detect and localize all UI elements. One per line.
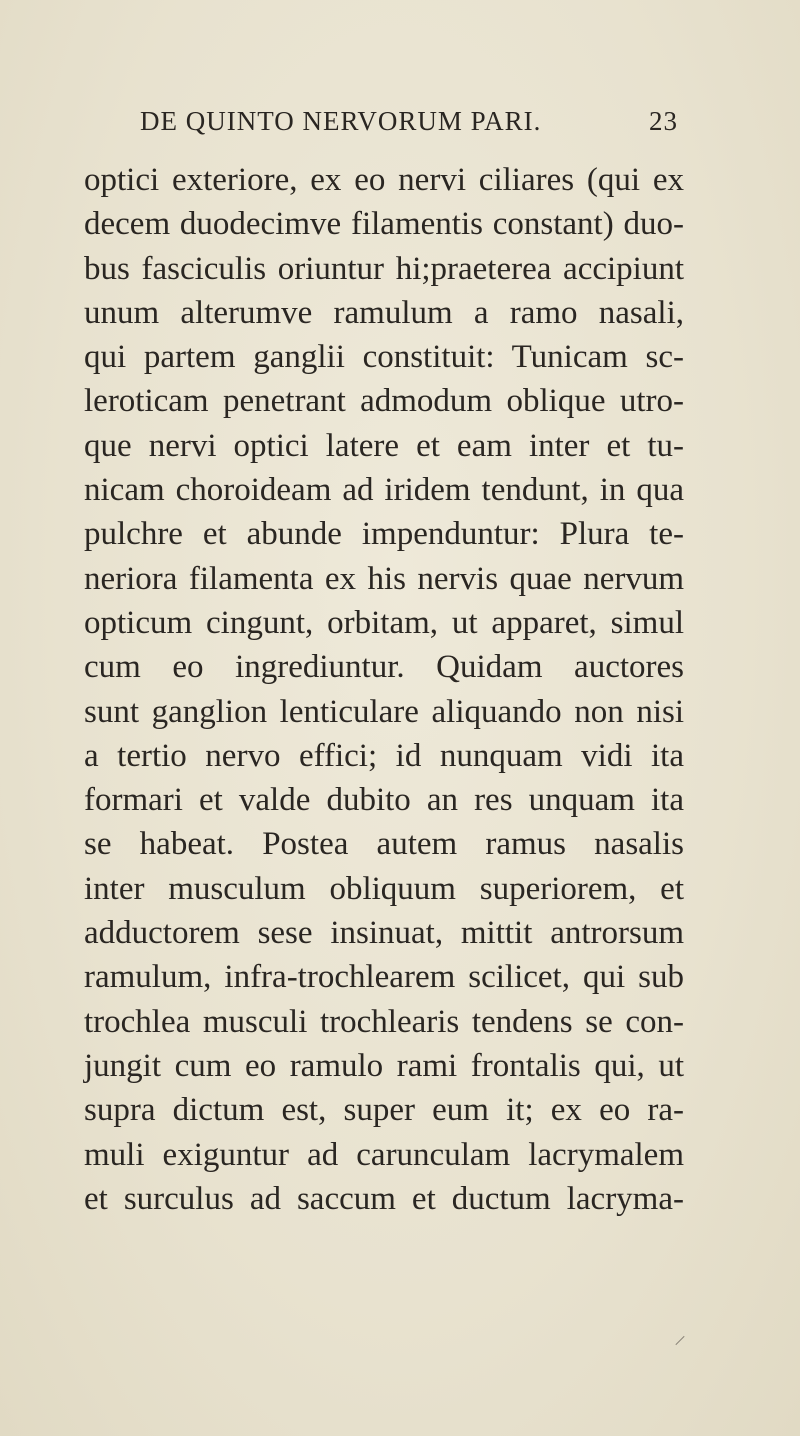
text-line: leroticam penetrant admodum oblique utro- [84,383,684,420]
text-line: muli exiguntur ad carunculam lacrymalem [84,1136,684,1173]
text-line: ramulum, infra-trochlearem scilicet, qui sub [84,959,684,996]
text-line: bus fasciculis oriuntur hi;praeterea accipiunt [84,250,684,287]
text-line: sunt ganglion lenticulare aliquando non nisi [84,693,684,730]
text-line: inter musculum obliquum superiorem, et [84,870,684,907]
text-line: adductorem sese insinuat, mittit antrorsum [84,915,684,952]
text-line: unum alterumve ramulum a ramo nasali, [84,294,684,331]
text-line: decem duodecimve filamentis constant) duo- [84,206,684,243]
text-line: a tertio nervo effici; id nunquam vidi ita [84,737,684,774]
text-line: supra dictum est, super eum it; ex eo ra- [84,1092,684,1129]
text-line: qui partem ganglii constituit: Tunicam sc- [84,339,684,376]
text-line: optici exteriore, ex eo nervi ciliares (qui ex [84,162,684,198]
text-line: cum eo ingrediuntur. Quidam auctores [84,649,684,686]
running-title: DE QUINTO NERVORUM PARI. [140,106,542,136]
body-text [84,158,684,1221]
page-number: 23 [649,106,678,136]
page-header [140,106,678,142]
text-line: que nervi optici latere et eam inter et tu- [84,427,684,464]
text-line: formari et valde dubito an res unquam ita [84,782,684,819]
text-line: et surculus ad saccum et ductum lacryma- [84,1180,684,1217]
text-line: jungit cum eo ramulo rami frontalis qui, ut [84,1047,684,1084]
text-line: nicam choroideam ad iridem tendunt, in qua [84,472,684,509]
stray-mark [675,1336,684,1345]
text-line: se habeat. Postea autem ramus nasalis [84,826,684,863]
text-line: opticum cingunt, orbitam, ut apparet, simul [84,604,684,641]
text-line: neriora filamenta ex his nervis quae nervum [84,560,684,597]
text-line: trochlea musculi trochlearis tendens se con- [84,1003,684,1040]
text-line: pulchre et abunde impenduntur: Plura te- [84,516,684,553]
